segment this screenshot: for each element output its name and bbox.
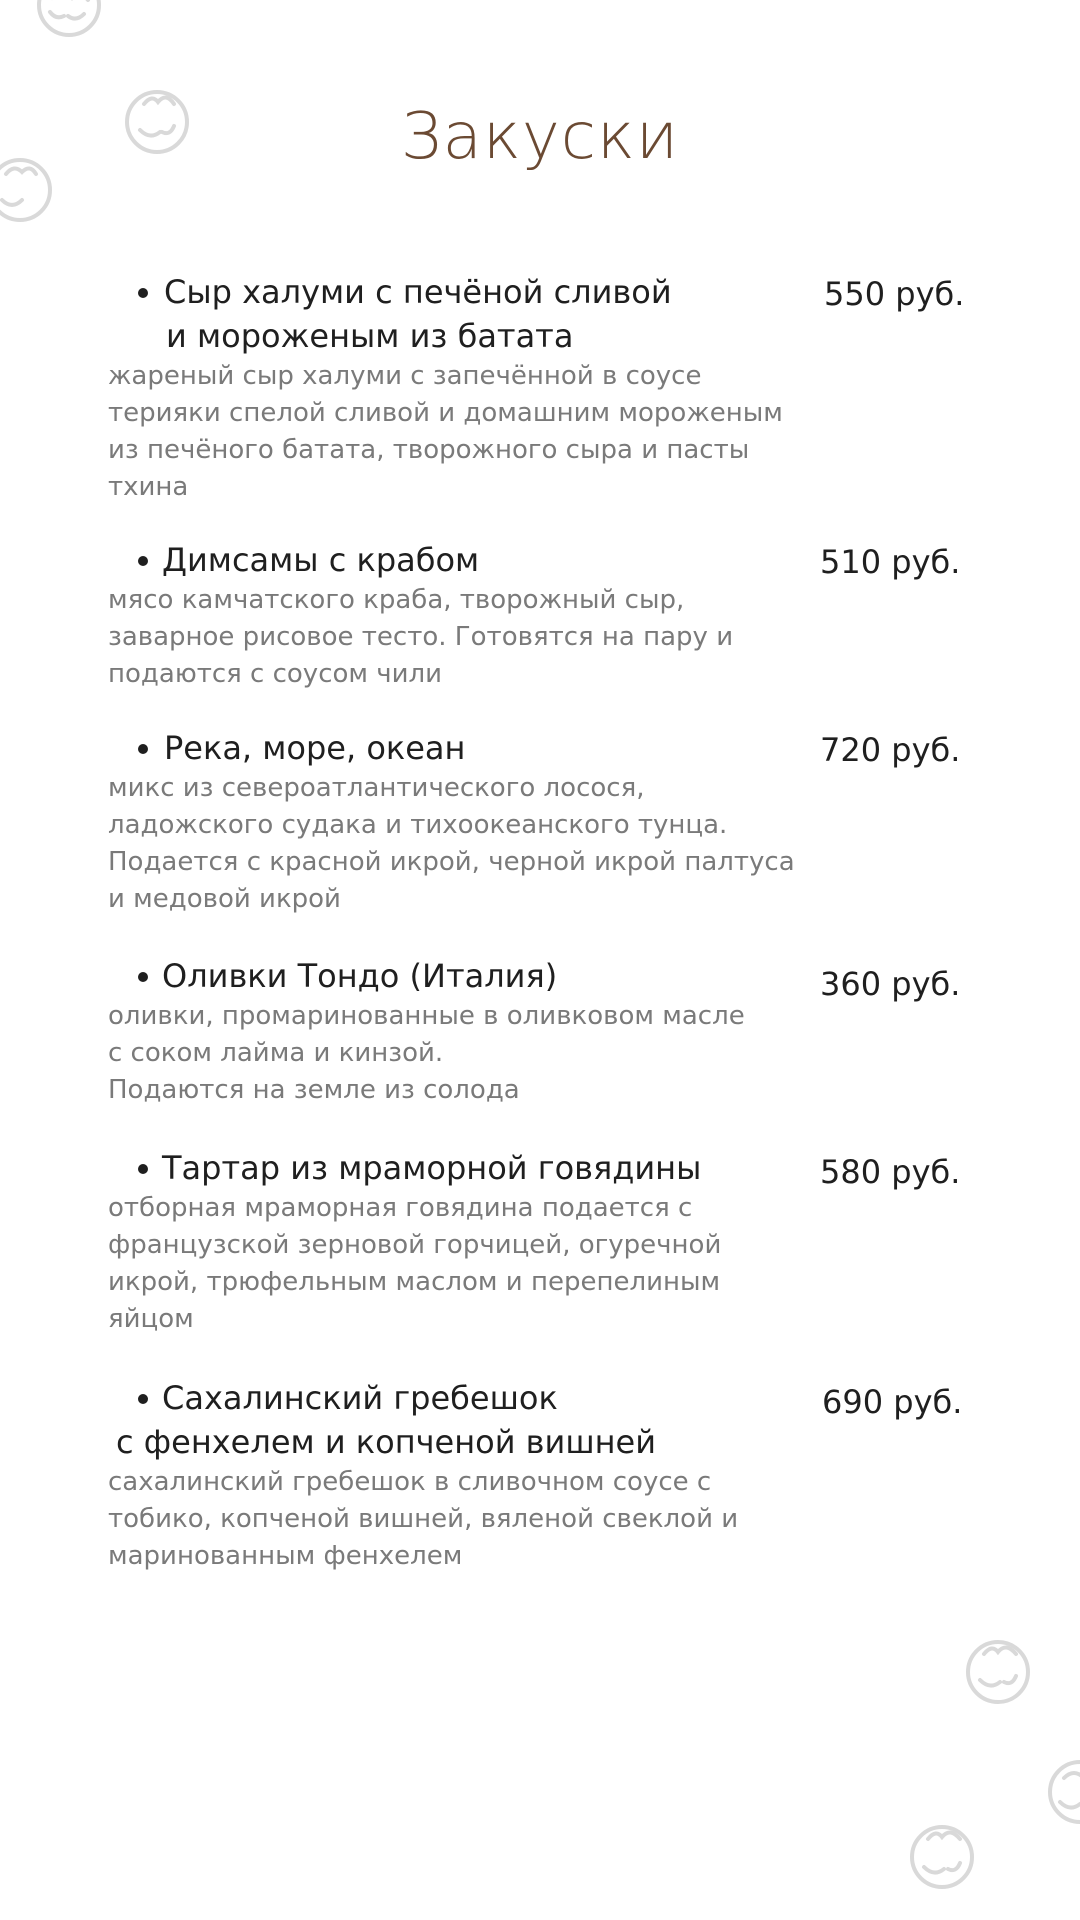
description-line: подаются с соусом чили — [108, 659, 443, 689]
item-name-line: Сахалинский гребешок — [108, 1376, 968, 1420]
description-line: заварное рисовое тесто. Готовятся на пару и — [108, 622, 734, 652]
description-line: из печёного батата, творожного сыра и пасты — [108, 435, 750, 465]
item-name-line: с фенхелем и копченой вишней — [116, 1423, 657, 1461]
item-description — [108, 998, 808, 1109]
menu-item-dimsum — [108, 538, 968, 693]
tomato-sketch-icon — [1040, 1752, 1080, 1830]
description-line: яйцом — [108, 1304, 194, 1334]
menu-item-olives — [108, 954, 968, 1109]
description-line: сахалинский гребешок в сливочном соусе с — [108, 1467, 712, 1497]
description-line: мясо камчатского краба, творожный сыр, — [108, 585, 685, 615]
item-price: 720 руб. — [820, 731, 961, 769]
description-line: отборная мраморная говядина подается с — [108, 1193, 693, 1223]
item-price: 690 руб. — [822, 1383, 963, 1421]
item-price: 580 руб. — [820, 1153, 961, 1191]
description-line: французской зерновой горчицей, огуречной — [108, 1230, 722, 1260]
page-title: Закуски — [400, 100, 680, 174]
item-name-line: и мороженым из батата — [166, 317, 574, 355]
menu-item-tartare — [108, 1146, 968, 1338]
description-line: Подается с красной икрой, черной икрой палтуса — [108, 847, 795, 877]
menu-item-halloumi — [108, 270, 968, 506]
description-line: с соком лайма и кинзой. — [108, 1038, 444, 1068]
item-name-line: Оливки Тондо (Италия) — [108, 954, 968, 998]
description-line: ладожского судака и тихоокеанского тунца. — [108, 810, 728, 840]
item-name-line: Димсамы с крабом — [108, 538, 968, 582]
description-line: микс из североатлантического лосося, — [108, 773, 645, 803]
description-line: икрой, трюфельным маслом и перепелиным — [108, 1267, 721, 1297]
description-line: тхина — [108, 472, 189, 502]
item-price: 510 руб. — [820, 543, 961, 581]
tomato-sketch-icon — [28, 0, 110, 40]
item-name-line: Сыр халуми с печёной сливой — [108, 270, 968, 314]
tomato-sketch-icon — [958, 1630, 1038, 1710]
menu-item-scallop — [108, 1376, 968, 1575]
item-description — [108, 358, 808, 506]
tomato-sketch-icon — [902, 1815, 982, 1895]
description-line: жареный сыр халуми с запечённой в соусе — [108, 361, 702, 391]
description-line: тобико, копченой вишней, вяленой свеклой и — [108, 1504, 739, 1534]
item-name-line: Тартар из мраморной говядины — [108, 1146, 968, 1190]
description-line: оливки, промаринованные в оливковом масле — [108, 1001, 745, 1031]
description-line: и медовой икрой — [108, 884, 341, 914]
menu-item-river-sea-ocean — [108, 726, 968, 918]
description-line: Подаются на земле из солода — [108, 1075, 520, 1105]
item-description — [108, 770, 828, 918]
item-price: 550 руб. — [824, 275, 965, 313]
item-name-line: Река, море, океан — [108, 726, 968, 770]
description-line: терияки спелой сливой и домашним мороженым — [108, 398, 783, 428]
item-price: 360 руб. — [820, 965, 961, 1003]
item-description — [108, 1190, 808, 1338]
item-description — [108, 1464, 808, 1575]
description-line: маринованным фенхелем — [108, 1541, 463, 1571]
item-description — [108, 582, 808, 693]
